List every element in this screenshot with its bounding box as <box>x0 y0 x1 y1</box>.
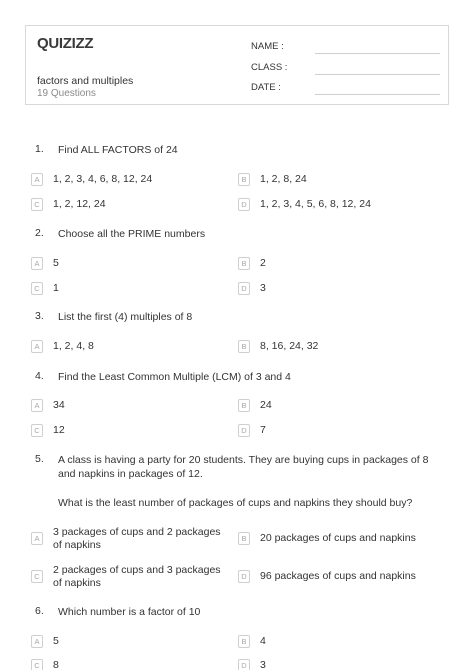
date-field <box>251 82 281 93</box>
option-letter: B <box>238 635 250 648</box>
question-text: List the first (4) multiples of 8 <box>58 311 193 323</box>
option-letter: D <box>238 198 250 211</box>
option-text: 1, 2, 8, 24 <box>260 173 307 185</box>
option-text: 8 <box>53 659 59 670</box>
question-text: Find ALL FACTORS of 24 <box>58 144 178 156</box>
option-letter: D <box>238 570 250 583</box>
option-text: 1, 2, 4, 8 <box>53 340 94 352</box>
option-letter: A <box>31 340 43 353</box>
option-text: 24 <box>260 399 272 411</box>
question-text: Find the Least Common Multiple (LCM) of 3 and 4 <box>58 371 291 383</box>
option-text: 8, 16, 24, 32 <box>260 340 319 352</box>
option-text: 3 packages of cups and 2 packages of napkins <box>53 526 221 551</box>
option-letter: A <box>31 635 43 648</box>
name-line <box>315 53 440 54</box>
class-label: CLASS : <box>251 62 288 73</box>
option-letter: A <box>31 399 43 412</box>
option-text: 1, 2, 3, 4, 6, 8, 12, 24 <box>53 173 153 185</box>
option-text: 2 <box>260 257 266 269</box>
option-letter: D <box>238 282 250 295</box>
option-letter: A <box>31 532 43 545</box>
option-letter: B <box>238 340 250 353</box>
option-text: 1, 2, 3, 4, 5, 6, 8, 12, 24 <box>260 198 371 210</box>
option-letter: C <box>31 282 43 295</box>
option-text: 7 <box>260 424 266 436</box>
question-number: 6. <box>35 605 44 617</box>
option-letter: B <box>238 257 250 270</box>
question-text: A class is having a party for 20 students. They are buying cups in packages of 8 and napkins in packages of 12. <box>58 454 429 480</box>
option-letter: C <box>31 570 43 583</box>
option-text: 1, 2, 12, 24 <box>53 198 106 210</box>
option-text: 96 packages of cups and napkins <box>260 570 416 582</box>
option-letter: D <box>238 424 250 437</box>
quizizz-logo: QUIZIZZ <box>37 35 94 52</box>
question-number: 4. <box>35 370 44 382</box>
question-number: 5. <box>35 453 44 465</box>
question-number: 3. <box>35 310 44 322</box>
option-text: 5 <box>53 635 59 647</box>
option-text: 34 <box>53 399 65 411</box>
option-letter: C <box>31 424 43 437</box>
question-count: 19 Questions <box>37 88 96 99</box>
question-text: Choose all the PRIME numbers <box>58 228 206 240</box>
option-letter: B <box>238 532 250 545</box>
option-text: 12 <box>53 424 65 436</box>
question-text: Which number is a factor of 10 <box>58 606 201 618</box>
class-line <box>315 74 440 75</box>
option-text: 1 <box>53 282 59 294</box>
option-letter: B <box>238 173 250 186</box>
name-label: NAME : <box>251 41 284 52</box>
option-letter: A <box>31 257 43 270</box>
option-letter: C <box>31 198 43 211</box>
question-number: 2. <box>35 227 44 239</box>
class-field <box>251 62 287 73</box>
date-label: DATE : <box>251 82 281 93</box>
option-text: 20 packages of cups and napkins <box>260 532 416 544</box>
question-subtext: What is the least number of packages of cups and napkins they should buy? <box>58 497 413 509</box>
date-line <box>315 94 440 95</box>
worksheet-header <box>25 25 449 105</box>
option-text: 2 packages of cups and 3 packages of napkins <box>53 564 221 589</box>
option-text: 4 <box>260 635 266 647</box>
question-number: 1. <box>35 143 44 155</box>
name-field <box>251 41 284 52</box>
option-text: 3 <box>260 282 266 294</box>
option-text: 3 <box>260 659 266 670</box>
option-letter: D <box>238 659 250 670</box>
option-letter: B <box>238 399 250 412</box>
option-text: 5 <box>53 257 59 269</box>
option-letter: A <box>31 173 43 186</box>
option-letter: C <box>31 659 43 670</box>
worksheet-title: factors and multiples <box>37 75 134 87</box>
